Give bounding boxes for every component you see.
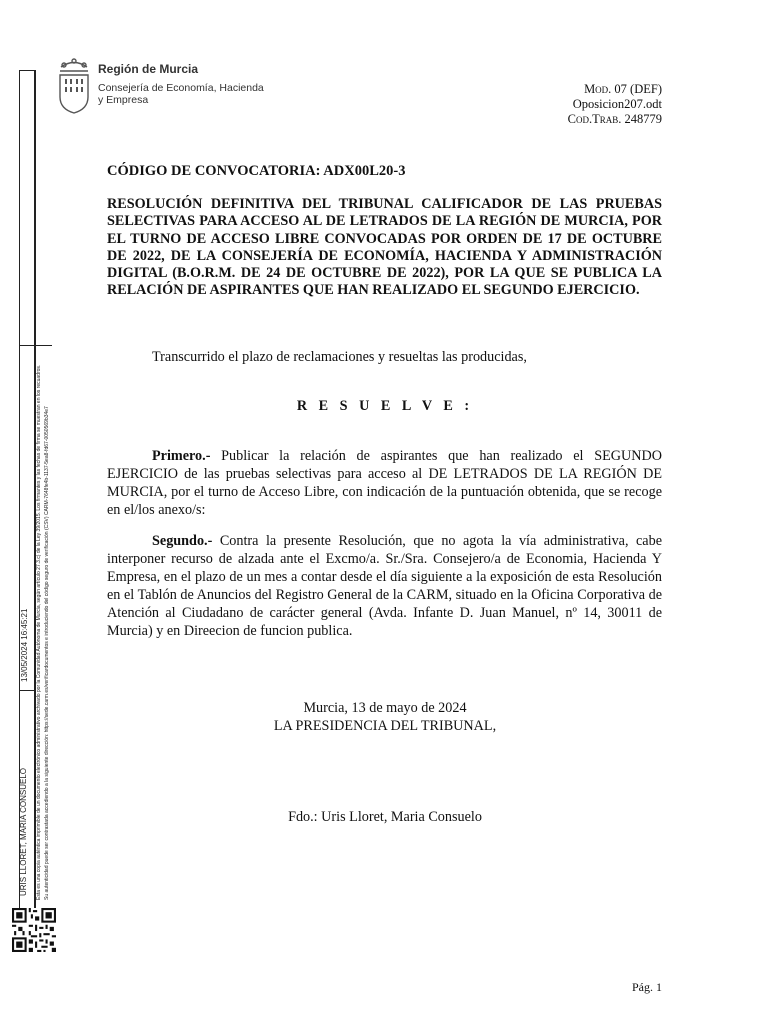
strip-separator: [19, 690, 35, 691]
region-murcia-coat-of-arms-logo: [56, 57, 92, 115]
segundo-paragraph: [107, 532, 662, 640]
document-metadata: [568, 82, 662, 127]
primero-text: Publicar la relación de aspirantes que han realizado el SEGUNDO EJERCICIO de las pruebas selectivas para acceso al DE LETRADOS DE LA REGIÓN DE MURCIA, por el turno de Acceso Libre, con indicación de la puntuación obtenida, que se recoge en el/los anexo/s:: [107, 448, 662, 518]
work-code: Cod.Trab. 248779: [567, 112, 662, 126]
place-date: Murcia, 13 de mayo de 2024: [303, 700, 467, 716]
strip-legal-line-2: Su autenticidad puede ser contrastada accediendo a la siguiente dirección: https://sede.carm.es/verificardocumentos e introduciendo del código seguro de verificación (CSV) CARM-7648fe4b-1137-5ea8-fd67-0050569b34e7: [44, 406, 50, 900]
resuelve-heading: R E S U E L V E :: [296, 398, 474, 414]
qr-code-icon: [12, 908, 56, 952]
page-number: Pág. 1: [632, 980, 662, 994]
segundo-label: Segundo.-: [152, 533, 213, 549]
department-line: y Empresa: [98, 94, 149, 106]
department-name: [98, 82, 288, 106]
primero-label: Primero.-: [152, 448, 211, 464]
call-code: CÓDIGO DE CONVOCATORIA: ADX00L20-3: [107, 163, 406, 179]
strip-legal-line-1: Esta es una copia auténtica imprimible de un documento electrónico administrativo archivado por la Comunidad Autónoma de Murcia, según artículo 27.3.c) de la Ley 39/2015. Los firmantes y las fechas de firma se muestran en los recuadros.: [36, 364, 42, 900]
strip-sign-date: 13/05/2024 16:45:21: [20, 608, 29, 682]
model-code: Mod. 07 (DEF): [584, 82, 662, 96]
primero-paragraph: [107, 447, 662, 519]
signatory: Fdo.: Uris Lloret, Maria Consuelo: [288, 809, 482, 825]
presidency-label: LA PRESIDENCIA DEL TRIBUNAL,: [273, 718, 497, 734]
file-name: Oposicion207.odt: [572, 97, 662, 111]
strip-signer: URIS LLORET, MARIA CONSUELO: [19, 767, 28, 896]
segundo-text: Contra la presente Resolución, que no agota la vía administrativa, cabe interponer recurso de alzada ante el Excmo/a. Sr./Sra. Consejero/a de Economia, Hacienda Y Empresa, en el plazo de un mes a contar desde el día siguiente a la exposición de esta Resolución en el Tablón de Anuncios del Registro General de la CARM, situado en la Oficina Corporativa de Atención al Ciudadano de carácter general (Avda. Infante D. Juan Manuel, nº 14, 30011 de Murcia) y en Direecion de funcion publica.: [107, 533, 662, 639]
department-line: Consejería de Economía, Hacienda: [98, 82, 264, 94]
resolution-title: RESOLUCIÓN DEFINITIVA DEL TRIBUNAL CALIFICADOR DE LAS PRUEBAS SELECTIVAS PARA ACCESO AL DE LETRADOS DE LA REGIÓN DE MURCIA, POR EL TURNO DE ACCESO LIBRE CONVOCADAS POR ORDEN DE 17 DE OCTUBRE DE 2022, DE LA CONSEJERÍA DE ECONOMÍA, HACIENDA Y ADMINISTRACIÓN DIGITAL (B.O.R.M. DE 24 DE OCTUBRE DE 2022), POR LA QUE SE PUBLICA LA RELACIÓN DE ASPIRANTES QUE HAN REALIZADO EL SEGUNDO EJERCICIO.: [107, 196, 662, 299]
intro-paragraph: Transcurrido el plazo de reclamaciones y resueltas las producidas,: [152, 349, 527, 365]
organization-name: Región de Murcia: [98, 62, 199, 76]
signature-place-block: [0, 699, 770, 735]
